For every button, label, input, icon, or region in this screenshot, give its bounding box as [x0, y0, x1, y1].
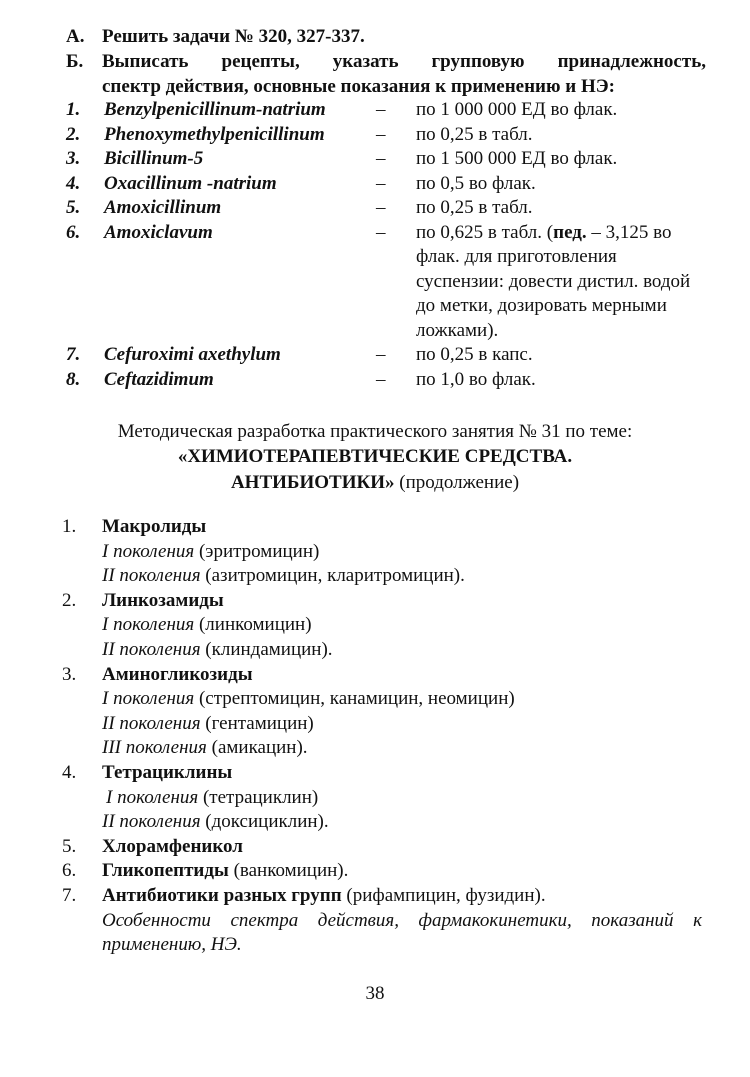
group-title: [102, 835, 243, 860]
group-number: 3.: [62, 663, 77, 685]
drug-latin-name: Oxacillinum -natrium: [104, 172, 277, 194]
group-item: [62, 835, 702, 860]
generation-label: III поколения: [102, 737, 207, 759]
generation-label: II поколения: [102, 638, 201, 660]
task-text: [102, 49, 706, 99]
task-a: [66, 24, 706, 49]
method-heading: [0, 420, 750, 496]
task-list: [66, 24, 706, 99]
topic-title-line: [0, 470, 750, 496]
drug-dose: по 0,5 во флак.: [416, 172, 536, 194]
generation-label: I поколения: [102, 688, 195, 710]
group-drugs: (ванкомицин).: [228, 860, 349, 882]
drug-latin-name: Benzylpenicillinum-natrium: [104, 99, 326, 120]
group-item: [62, 884, 702, 958]
group-item: [62, 515, 702, 589]
prescription-row: [66, 343, 706, 368]
generation-drugs: (клиндамицин).: [200, 638, 333, 660]
generation-line: [62, 810, 702, 835]
drug-dose: по 1 000 000 ЕД во флак.: [416, 99, 618, 120]
generation-label: I поколения: [102, 614, 195, 636]
dash: –: [376, 221, 386, 243]
generation-line: [62, 712, 702, 737]
drug-dose: по 0,25 в табл.: [416, 123, 533, 145]
group-header: [62, 589, 702, 614]
study-note: Особенности спектра действия, фармакокинетики, показаний к применению, НЭ.: [102, 909, 702, 956]
generation-line: [62, 736, 702, 761]
prescription-row: [66, 98, 706, 123]
drug-dose: [416, 221, 706, 344]
drug-dose: по 0,25 в табл.: [416, 197, 533, 218]
prescription-row: [66, 123, 706, 148]
generation-label: II поколения: [102, 811, 201, 833]
generation-line: [62, 687, 702, 712]
page-number: 38: [365, 983, 385, 1004]
group-name: Антибиотики разных групп: [102, 884, 342, 906]
group-number: 7.: [62, 884, 77, 906]
group-number: 1.: [62, 516, 77, 537]
generation-label: II поколения: [102, 565, 201, 587]
dash: –: [376, 99, 386, 120]
dash: –: [376, 344, 386, 365]
group-item: [62, 663, 702, 761]
generation-line: [62, 540, 702, 565]
generation-drugs: (амикацин).: [206, 737, 308, 759]
prescription-number: 7.: [66, 344, 81, 365]
generation-drugs: (гентамицин): [200, 712, 314, 734]
group-name: Гликопептиды: [102, 860, 229, 882]
group-number: 6.: [62, 860, 77, 882]
prescription-row: [66, 196, 706, 221]
group-number: 5.: [62, 835, 77, 857]
method-intro: Методическая разработка практического занятия № 31 по теме:: [117, 421, 633, 442]
group-name: Аминогликозиды: [102, 663, 253, 685]
generation-label: II поколения: [102, 712, 201, 734]
prescription-row: [66, 147, 706, 172]
dash: –: [376, 123, 386, 145]
antibiotic-group-list: [62, 515, 702, 958]
dash: –: [376, 172, 386, 194]
group-name: Тетрациклины: [102, 761, 233, 783]
generation-drugs: (стрептомицин, канамицин, неомицин): [194, 688, 515, 710]
dose-text: по 0,625 в табл. (: [416, 221, 554, 243]
group-title: [102, 884, 546, 909]
generation-drugs: (тетрациклин): [198, 786, 319, 808]
task-letter: А.: [66, 26, 85, 47]
group-item: [62, 859, 702, 884]
generation-label: I поколения: [102, 540, 195, 562]
group-number: 2.: [62, 589, 77, 611]
drug-dose: по 1 500 000 ЕД во флак.: [416, 148, 618, 169]
group-item: [62, 761, 702, 835]
group-name: Макролиды: [102, 516, 207, 537]
drug-latin-name: Phenoxymethylpenicillinum: [104, 123, 325, 145]
prescription-number: 1.: [66, 99, 81, 120]
group-header: [62, 884, 702, 909]
generation-line: [62, 638, 702, 663]
prescription-row: [66, 221, 706, 344]
group-name: Линкозамиды: [102, 589, 224, 611]
group-name: Хлорамфеникол: [102, 835, 243, 857]
prescription-number: 6.: [66, 221, 81, 243]
task-text: Решить задачи № 320, 327-337.: [102, 26, 365, 47]
drug-dose: по 1,0 во флак.: [416, 368, 536, 390]
generation-drugs: (доксициклин).: [200, 811, 329, 833]
prescription-number: 4.: [66, 172, 81, 194]
generation-drugs: (эритромицин): [194, 540, 320, 562]
group-drugs: (рифампицин, фузидин).: [341, 884, 546, 906]
group-header: [62, 859, 702, 884]
pediatric-label: пед.: [553, 221, 587, 243]
group-header: [62, 835, 702, 860]
group-item: [62, 589, 702, 663]
prescription-number: 2.: [66, 123, 81, 145]
prescription-number: 5.: [66, 197, 81, 218]
dose-text: – 3,125 во флак. для приготовления суспензии: довести дистил. водой до метки, дозировать мерными ложками).: [416, 221, 691, 341]
group-title: [102, 859, 348, 884]
group-header: [62, 663, 702, 688]
task-b: [66, 49, 706, 99]
generation-label: I поколения: [106, 786, 199, 808]
generation-line: [62, 613, 702, 638]
generation-drugs: (азитромицин, кларитромицин).: [200, 565, 465, 587]
generation-drugs: (линкомицин): [194, 614, 312, 636]
dash: –: [376, 197, 386, 218]
task-text-line: Выписать рецепты, указать групповую принадлежность,: [102, 51, 706, 72]
group-number: 4.: [62, 761, 77, 783]
drug-latin-name: Bicillinum-5: [104, 148, 204, 169]
drug-latin-name: Cefuroximi axethylum: [104, 344, 281, 365]
topic-title-line: «ХИМИОТЕРАПЕВТИЧЕСКИЕ СРЕДСТВА.: [177, 446, 573, 467]
topic-title: АНТИБИОТИКИ»: [230, 472, 395, 493]
continuation-label: (продолжение): [394, 472, 520, 493]
prescription-list: [66, 98, 706, 392]
dash: –: [376, 368, 386, 390]
generation-line: [62, 564, 702, 589]
drug-dose: по 0,25 в капс.: [416, 344, 533, 365]
generation-line: [62, 786, 702, 811]
prescription-number: 3.: [66, 148, 81, 169]
drug-latin-name: Amoxiclavum: [104, 221, 213, 243]
task-text-line: спектр действия, основные показания к применению и НЭ:: [102, 76, 615, 97]
group-header: [62, 761, 702, 786]
dash: –: [376, 148, 386, 169]
prescription-number: 8.: [66, 368, 81, 390]
prescription-row: [66, 368, 706, 393]
task-letter: Б.: [66, 51, 84, 72]
drug-latin-name: Ceftazidimum: [104, 368, 214, 390]
prescription-row: [66, 172, 706, 197]
group-header: [62, 515, 702, 540]
drug-latin-name: Amoxicillinum: [104, 197, 222, 218]
